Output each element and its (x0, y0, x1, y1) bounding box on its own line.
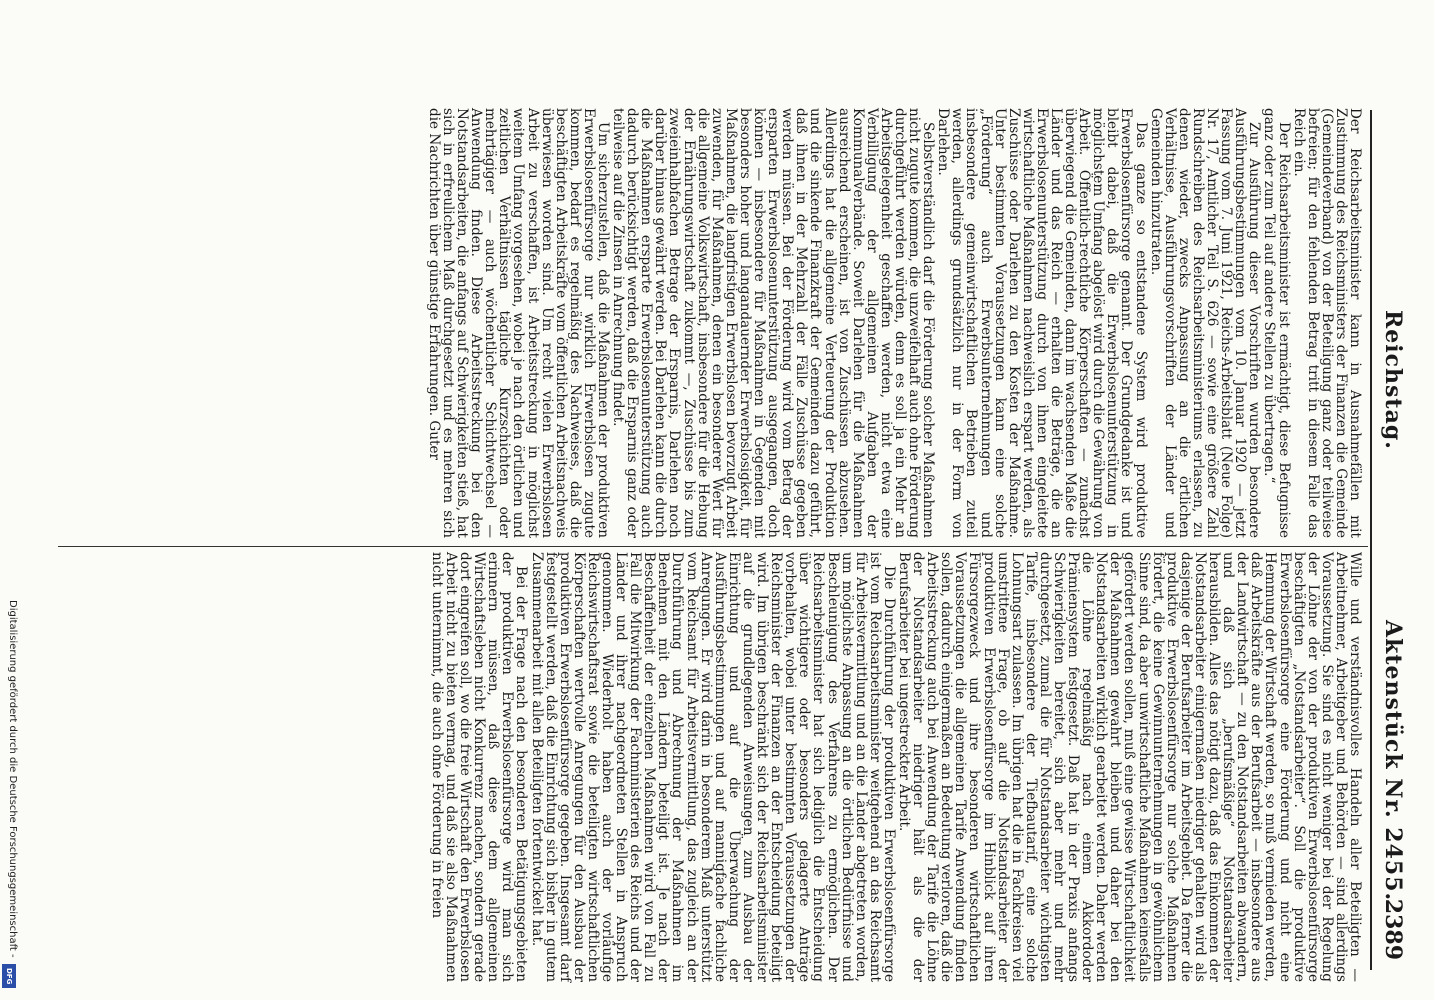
paragraph: Zur Ausführung dieser Vorschriften wurden besondere Ausführungsbestimmungen vom 10. Januar 1920 — jetzt Fassung vom 7. Juni 1921, Reichs-Arbeitsblatt (Neue Folge) Nr. 17, Amtlicher Teil S. 626 — sowie eine größere Zahl Rundschreiben des Reichsarbeitsministeriums erlassen, zu denen wieder, zwecks Anpassung an die örtlichen Verhältnisse, Ausführungsvorschriften der Länder und Gemeinden hinzutraten. (1147, 108, 1263, 538)
left-text-column (426, 108, 1362, 538)
paragraph: Um sicherzustellen, daß die Maßnahmen der produktiven Erwerbslosenfürsorge nur wirklich Erwerbslosen zugute kommen, bedarf es regelmäßig des Nachweises, daß die beschäftigten Arbeitskräfte vom öffentlichen Arbeitsnachweis überwiesen worden sind. Um recht vielen Erwerbslosen Arbeit zu verschaffen, ist Arbeitsstreckung in möglichst weitem Umfang vorgesehen, wobei je nach den örtlichen und zeitlichen Verhältnissen tägliche Kurzschichten oder mehrtägiger — auch wöchentlicher Schichtwechsel — Anwendung finden. Diese Arbeitsstreckung bei den Notstandsarbeiten, die anfangs auf Schwierigkeiten stieß, hat sich in erfreulichem Maß durchgesetzt und es mehren sich die Nachrichten über günstige Erfahrungen. Guter (425, 108, 612, 538)
paragraph: Das ganze so entstandene System wird produktive Erwerbslosenfürsorge genannt. Der Grundgedanke ist und bleibt dabei, daß die Erwerbslosenunterstützung in möglichstem Umfang abgelöst wird durch die Gewährung von Arbeit. Öffentlich-rechtliche Körperschaften — zunächst überwiegend die Gemeinden, dann im wachsenden Maße die Länder und das Reich — erhalten die Beträge, die an Erwerbslosenunterstützung durch von ihnen eingeleitete wirtschaftliche Maßnahmen nachweislich erspart werden, als Zuschüsse oder Darlehen zu den Kosten der Maßnahme. Unter bestimmten Voraussetzungen kann eine solche „Förderung“ auch Erwerbsunternehmungen und insbesondere gemeinwirtschaftlichen Betrieben zuteil werden, allerdings grundsätzlich nur in der Form von Darlehen. (935, 108, 1149, 538)
paragraph: Selbstverständlich darf die Förderung solcher Maßnahmen nicht zugute kommen, die unzweifelhaft auch ohne Förderung durchgeführt werden würden, denn es soll ja ein Mehr an Arbeitsgelegenheit geschaffen werden, nicht etwa eine Verbilligung der allgemeinen Aufgaben der Kommunalverbände. Soweit Darlehen für die Maßnahmen ausreichend erscheinen, ist von Zuschüssen abzusehen. Allerdings hat die allgemeine Verteuerung der Produktion und die sinkende Finanzkraft der Gemeinden dazu geführt, daß ihnen in der Mehrzahl der Fälle Zuschüsse gegeben werden müssen. Bei der Förderung wird vom Betrag der ersparten Erwerbslosenunterstützung ausgegangen, doch können — insbesondere für Maßnahmen in Gegenden mit besonders hoher und langandauernder Erwerbslosigkeit, für Maßnahmen, die langfristigen Erwerbslosen bevorzugt Arbeit zuwenden, für Maßnahmen, denen ein besonderer Wert für die allgemeine Volkswirtschaft, insbesondere für die Hebung der Ernährungswirtschaft zukommt —, Zuschüsse bis zum zweieinhalbfachen Betrage der Ersparnis, Darlehen noch darüber hinaus gewährt werden. Bei Darlehen kann die durch die Maßnahmen ersparte Erwerbslosenunterstützung auch dadurch berücksichtigt werden, daß die Ersparnis ganz oder teilweise auf die Zinsen in Anrechnung findet. (610, 108, 937, 538)
page-header (1370, 80, 1410, 960)
paragraph: Bei der Frage nach den besonderen Betätigungsgebieten der produktiven Erwerbslosenfürsorge wird man sich erinnern müssen, daß diese dem allgemeinen Wirtschaftsleben nicht Konkurrenz machen, sondern gerade dort eingreifen soll, wo die freie Wirtschaft den Erwerbslosen Arbeit nicht zu bieten vermag, und daß sie also Maßnahmen nicht unternimmt, die auch ohne Förderung in freien (428, 552, 530, 982)
page-number: 2389 (1380, 898, 1406, 960)
header-center-title: Aktenstück Nr. 2455. (1380, 620, 1406, 902)
digitization-note: Digitalisierung gefördert durch die Deutsche Forschungsgemeinschaft - (7, 600, 18, 958)
paragraph: Die Durchführung der produktiven Erwerbslosenfürsorge ist vom Reichsarbeitsminister weitgehend an das Reichsamt für Arbeitsvermittlung und an die Länder abgetreten worden, um möglichste Anpassung an die örtlichen Bedürfnisse und Beschleunigung des Verfahrens zu ermöglichen. Der Reichsarbeitsminister hat sich lediglich die Entscheidung über wichtigere oder besonders gelagerte Anträge vorbehalten, wobei unter bestimmten Voraussetzungen der Reichsminister der Finanzen an der Entscheidung beteiligt wird. Im übrigen beschränkt sich der Reichsarbeitsminister auf die grundlegenden Anweisungen zum Ausbau der Einrichtung und auf die Überwachung der Ausführungsbestimmungen und auf mannigfache fachliche Anregungen. Er wird darin in besonderem Maß unterstützt vom Reichsamt für Arbeitsvermittlung, das zugleich an der Durchführung und Abrechnung der Maßnahmen im Benehmen mit den Ländern beteiligt ist. Je nach der Beschaffenheit der einzelnen Maßnahmen wird von Fall zu Fall die Mitwirkung der Fachministerien des Reichs und der Länder und ihrer nachgeordneten Stellen in Anspruch genommen. Wiederholt haben auch der vorläufige Reichswirtschaftsrat sowie die beteiligten wirtschaftlichen Körperschaften wertvolle Anregungen für den Ausbau der produktiven Erwerbslosenfürsorge gegeben. Insgesamt darf festgestellt werden, daß die Einrichtung sich bisher in gutem Zusammenarbeit mit allen Beteiligten fortentwickelt hat. (528, 552, 897, 982)
paragraph: Wille und verständnisvolles Handeln aller Beteiligten — Arbeitnehmer, Arbeitgeber und Behörden — sind allerdings Voraussetzung. Sie sind es nicht weniger bei der Regelung der Löhne der von der produktiven Erwerbslosenfürsorge beschäftigten „Notstandsarbeiter“. Soll die produktive Erwerbslosenfürsorge eine Förderung und nicht eine Hemmung der Wirtschaft werden, so muß vermieden werden, daß Arbeitskräfte aus der Berufsarbeit — insbesondere aus der Landwirtschaft — zu den Notstandsarbeiten abwandern, und daß sich „berufsmäßige“ Notstandsarbeiter herausbilden. Alles das nötigt dazu, daß das Einkommen der Notstandsarbeiter einigermaßen niedriger gehalten wird als dasjenige der Berufsarbeiter im Arbeitsgebiet. Da ferner die produktive Erwerbslosenfürsorge nur solche Maßnahmen fördert, die keine Gewinnunternehmungen in gewöhnlichem Sinne sind, da aber unwirtschaftliche Maßnahmen keinesfalls gefördert werden sollen, muß eine gewisse Wirtschaftlichkeit der Maßnahmen gewahrt bleiben und daher bei den Notstandsarbeiten wirklich gearbeitet werden. Daher werden die Löhne regelmäßig nach einem Akkordoder Prämiensystem festgesetzt. Daß hat in der Praxis anfangs Schwierigkeiten bereitet, sich aber mehr und mehr durchgesetzt, zumal die für Notstandsarbeiter wichtigsten Tarife, insbesondere der Tiefbautarif, eine solche Lohnungsart zulassen. Im übrigen hat die in Fachkreisen viel umstrittene Frage, ob auf die Notstandsarbeiter der produktiven Erwerbslosenfürsorge im Hinblick auf ihren Fürsorgezweck und ihre besonderen wirtschaftlichen Voraussetzungen die allgemeinen Tarife Anwendung finden sollen, dadurch einigermaßen an Bedeutung verloren, daß die Arbeitsstreckung auch bei Anwendung der Tarife die Löhne der Notstandsarbeiter niedriger hält als die der Berufsarbeiter bei ungestreckter Arbeit. (896, 552, 1363, 982)
dfg-logo-icon: DFG (2, 964, 16, 988)
right-text-column (429, 552, 1362, 982)
header-left-title: Reichstag. (1380, 310, 1406, 450)
header-rule (1370, 110, 1372, 970)
paragraph: Der Reichsarbeitsminister kann in Ausnahmefällen mit Zustimmung des Reichsministers der Finanzen die Gemeinde (Gemeindeverband) von der Beteiligung ganz oder teilweise befreien; für den fehlenden Betrag tritt in diesem Falle das Reich ein. (1290, 108, 1363, 538)
column-divider (58, 546, 1368, 547)
digitization-sidebar (6, 600, 20, 990)
paragraph: Der Reichsarbeitsminister ist ermächtigt, diese Befugnisse ganz oder zum Teil auf andere Stellen zu übertragen.“ (1261, 108, 1292, 538)
